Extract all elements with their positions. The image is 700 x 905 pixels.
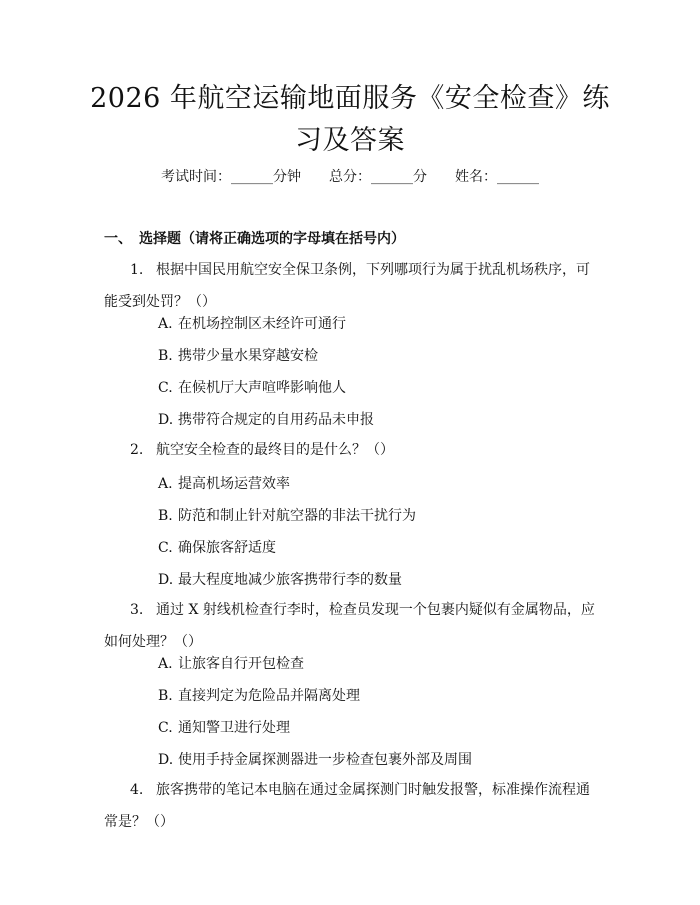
question-number: 3.: [130, 602, 144, 618]
option-3a: [158, 653, 304, 673]
question-1: [104, 254, 602, 318]
option-1b: [158, 345, 318, 365]
exam-info-line: 考试时间：______分钟 总分：______分 姓名：______: [161, 169, 539, 185]
question-2: [104, 434, 602, 466]
question-text: 航空安全检查的最终目的是什么？（）: [156, 442, 394, 458]
option-letter: B.: [158, 348, 173, 364]
question-text: 通过 X 射线机检查行李时，检查员发现一个包裹内疑似有金属物品，应如何处理？（）: [104, 602, 595, 650]
option-2c: [158, 537, 276, 557]
section-heading: 一、 选择题（请将正确选项的字母填在括号内）: [104, 231, 405, 247]
option-letter: B.: [158, 508, 173, 524]
question-text: 根据中国民用航空安全保卫条例，下列哪项行为属于扰乱机场秩序，可能受到处罚？（）: [104, 262, 590, 310]
option-text: 提高机场运营效率: [178, 476, 290, 492]
option-letter: C.: [158, 720, 173, 736]
option-letter: C.: [158, 380, 173, 396]
option-3d: [158, 749, 472, 769]
option-text: 在候机厅大声喧哗影响他人: [178, 380, 346, 396]
option-3c: [158, 717, 290, 737]
option-letter: D.: [158, 752, 174, 768]
option-1d: [158, 409, 374, 429]
question-number: 1.: [130, 262, 144, 278]
option-2a: [158, 473, 290, 493]
option-letter: D.: [158, 412, 174, 428]
option-letter: A.: [158, 656, 173, 672]
option-letter: A.: [158, 316, 173, 332]
question-3: [104, 594, 602, 658]
question-text: 旅客携带的笔记本电脑在通过金属探测门时触发报警，标准操作流程通常是？（）: [104, 782, 590, 830]
option-text: 使用手持金属探测器进一步检查包裹外部及周围: [178, 752, 472, 768]
document-title: 2026 年航空运输地面服务《安全检查》练习及答案: [90, 83, 610, 156]
option-text: 在机场控制区未经许可通行: [178, 316, 346, 332]
question-number: 2.: [130, 442, 144, 458]
question-4: [104, 774, 602, 838]
option-text: 通知警卫进行处理: [178, 720, 290, 736]
option-3b: [158, 685, 360, 705]
option-text: 让旅客自行开包检查: [178, 656, 304, 672]
option-text: 携带少量水果穿越安检: [178, 348, 318, 364]
option-letter: C.: [158, 540, 173, 556]
option-2b: [158, 505, 416, 525]
option-text: 防范和制止针对航空器的非法干扰行为: [178, 508, 416, 524]
option-1a: [158, 313, 346, 333]
option-letter: D.: [158, 572, 174, 588]
option-letter: A.: [158, 476, 173, 492]
option-2d: [158, 569, 402, 589]
option-letter: B.: [158, 688, 173, 704]
option-text: 最大程度地减少旅客携带行李的数量: [178, 572, 402, 588]
option-text: 直接判定为危险品并隔离处理: [178, 688, 360, 704]
question-number: 4.: [130, 782, 144, 798]
option-1c: [158, 377, 346, 397]
option-text: 确保旅客舒适度: [178, 540, 276, 556]
option-text: 携带符合规定的自用药品未申报: [178, 412, 374, 428]
